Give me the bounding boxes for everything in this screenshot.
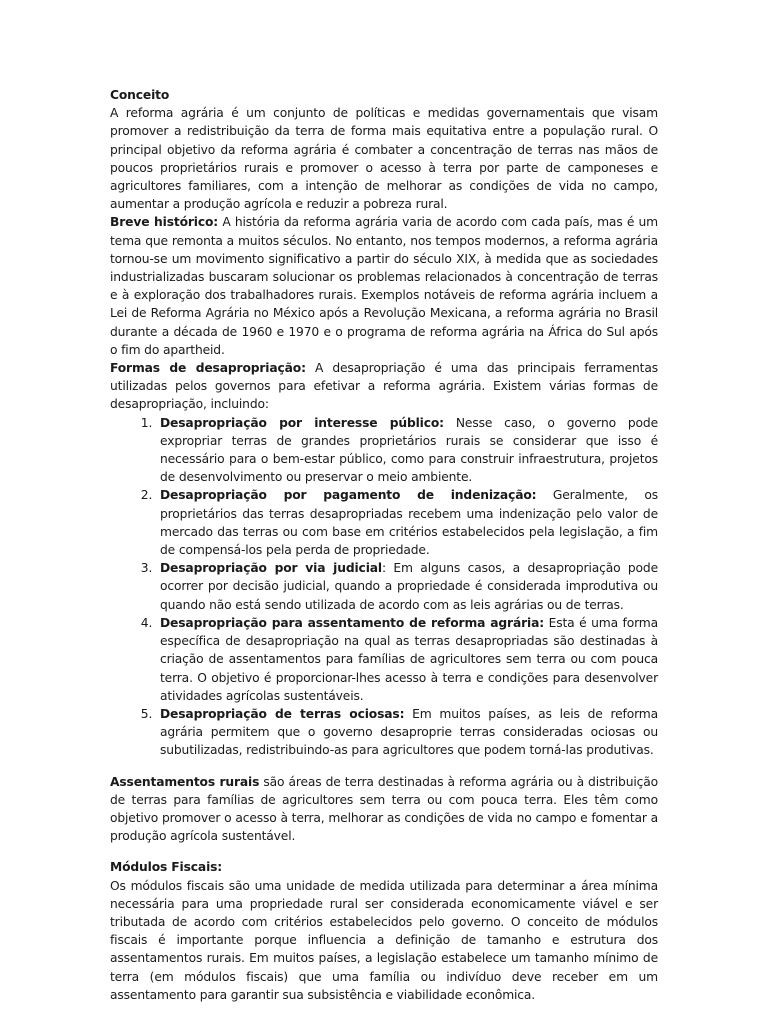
list-item-title: Desapropriação por pagamento de indenização: [160,488,537,503]
list-item [156,486,658,559]
conceito-heading: Conceito [110,88,170,102]
modulos-paragraph: Os módulos fiscais são uma unidade de medida utilizada para determinar a área mínima necessária para uma propriedade rural ser considerada economicamente viável e ser tributada de acordo com critérios estabelecidos pelo governo. O conceito de módulos fiscais é importante porque influencia a definição de tamanho e estrutura dos assentamentos rurais. Em muitos países, a legislação estabelece um tamanho mínimo de terra (em módulos fiscais) que uma família ou indivíduo deve receber em um assentamento para garantir sua subsistência e viabilidade econômica. [110,878,658,1002]
modulos-heading: Módulos Fiscais: [110,860,223,875]
list-item-text: Geralmente, os proprietários das terras desapropriadas recebem uma indenização pelo valor de mercado das terras ou com base em critérios estabelecidos pela legislação, a fim de compensá-los pela perda de propriedade. [160,488,658,558]
list-item [156,559,658,614]
list-item-text: Nesse caso, o governo pode expropriar terras de grandes proprietários rurais se considerar que isso é necessário para o bem-estar público, como para construir infraestrutura, projetos de desenvolvimento ou preservar o meio ambiente. [160,415,658,485]
assentamentos-paragraph [110,773,658,846]
assentamentos-heading: Assentamentos rurais [110,774,260,789]
list-item-title: Desapropriação por interesse público: [160,415,444,430]
formas-paragraph [110,359,658,414]
formas-text: A desapropriação é uma das principais ferramentas utilizadas pelos governos para efetivar a reforma agrária. Existem várias formas de desapropriação, incluindo: [110,361,658,412]
assentamentos-text: são áreas de terra destinadas à reforma agrária ou à distribuição de terras para famílias de agricultores sem terra ou com pouca terra. Eles têm como objetivo promover o acesso à terra, melhorar as condições de vida no campo e fomentar a produção agrícola sustentável. [110,774,658,844]
formas-heading: Formas de desapropriação: [110,361,306,376]
list-item-text: Esta é uma forma específica de desapropriação na qual as terras desapropriadas são destinadas à criação de assentamentos para famílias de agricultores sem terra ou com pouca terra. O objetivo é proporcionar-lhes acesso à terra e condições para desenvolver atividades agrícolas sustentáveis. [160,615,658,703]
desapropriacao-list [110,414,658,760]
list-item-title: Desapropriação para assentamento de reforma agrária: [160,615,544,630]
list-item [156,705,658,760]
conceito-paragraph: A reforma agrária é um conjunto de políticas e medidas governamentais que visam promover a redistribuição da terra de forma mais equitativa entre a população rural. O principal objetivo da reforma agrária é combater a concentração de terras nas mãos de poucos proprietários rurais e promover o acesso à terra por parte de camponeses e agricultores familiares, com a intenção de melhorar as condições de vida no campo, aumentar a produção agrícola e reduzir a pobreza rural. [110,106,658,212]
spacer [110,845,658,858]
spacer [110,760,658,773]
list-item-text: : Em alguns casos, a desapropriação pode ocorrer por decisão judicial, quando a propriedade é considerada improdutiva ou quando não está sendo utilizada de acordo com as leis agrárias ou de terras. [160,561,659,612]
list-item [156,414,658,487]
list-item [156,614,658,705]
historico-text: A história da reforma agrária varia de acordo com cada país, mas é um tema que remonta a muitos séculos. No entanto, nos tempos modernos, a reforma agrária tornou-se um movimento significativo a partir do século XIX, à medida que as sociedades industrializadas buscaram solucionar os problemas relacionados à concentração de terras e à exploração dos trabalhadores rurais. Exemplos notáveis de reforma agrária incluem a Lei de Reforma Agrária no México após a Revolução Mexicana, a reforma agrária no Brasil durante a década de 1960 e 1970 e o programa de reforma agrária na África do Sul após o fim do apartheid. [110,215,658,357]
historico-paragraph [110,213,658,359]
list-item-title: Desapropriação de terras ociosas: [160,706,405,721]
list-item-title: Desapropriação por via judicial [160,561,382,576]
historico-heading: Breve histórico: [110,215,219,230]
list-item-text: Em muitos países, as leis de reforma agrária permitem que o governo desaproprie terras consideradas ociosas ou subutilizadas, redistribuindo-as para agricultores que podem torná-las produtivas. [160,706,658,758]
